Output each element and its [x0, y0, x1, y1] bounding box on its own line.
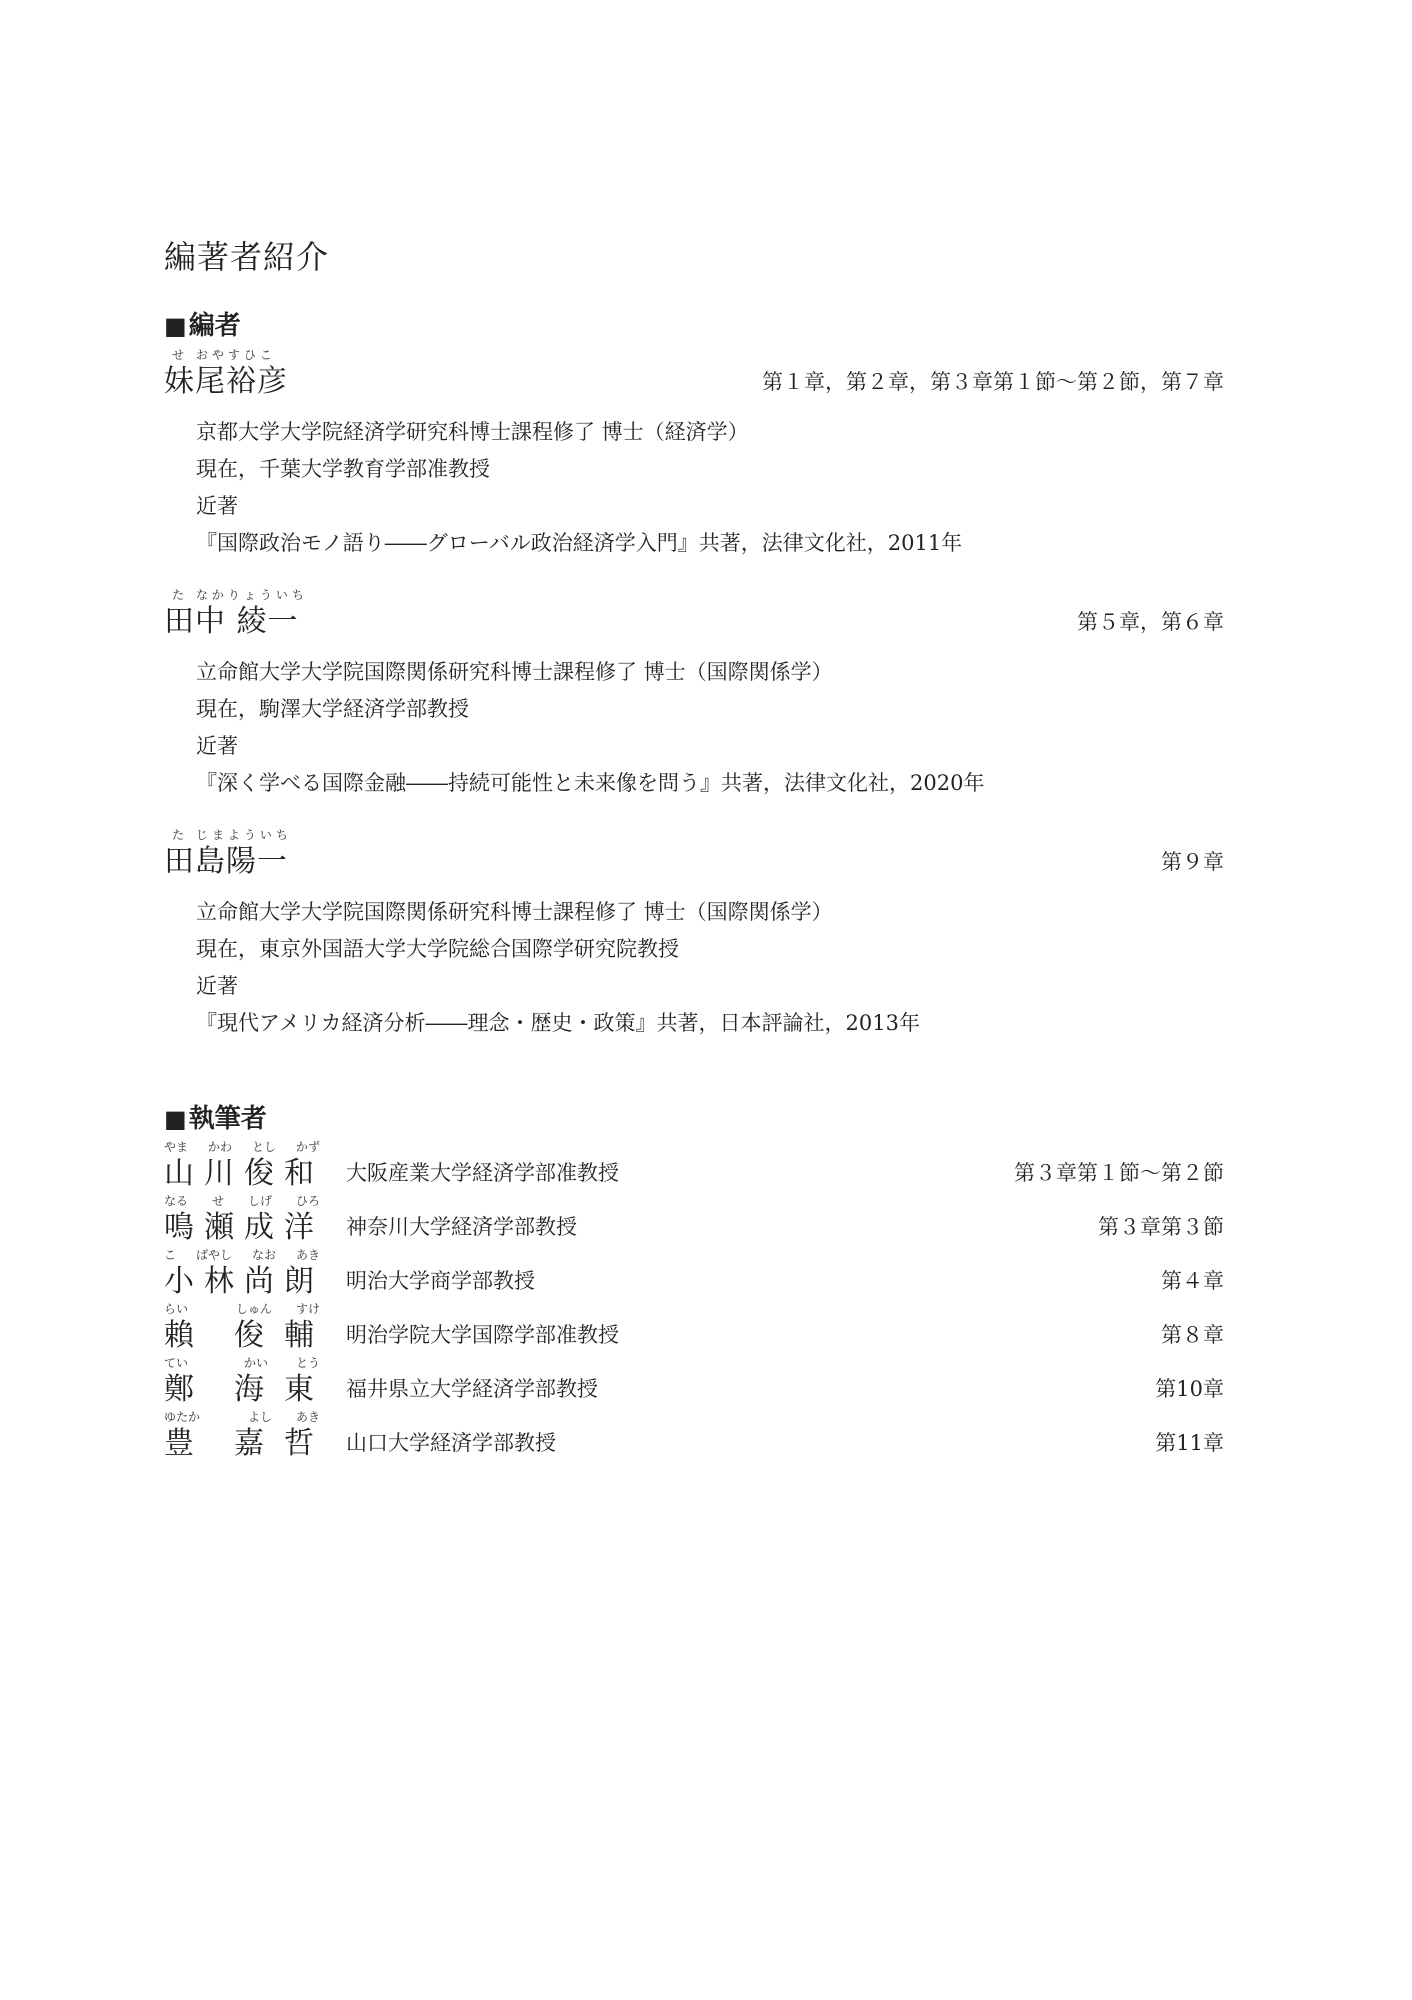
editor-chapters: 第１章，第２章，第３章第１節～第２節，第７章 — [762, 370, 1224, 394]
editor-recent-label: 近著 — [196, 974, 238, 998]
contributor-ruby: らい しゅん すけ — [164, 1302, 320, 1316]
contributor-ruby: なる せ しげ ひろ — [164, 1194, 320, 1208]
contributor-affiliation: 福井県立大学経済学部教授 — [346, 1377, 598, 1401]
contributors-heading-label: 執筆者 — [188, 1104, 267, 1134]
editor-position: 現在，千葉大学教育学部准教授 — [196, 457, 490, 481]
contributor-affiliation: 山口大学経済学部教授 — [346, 1431, 556, 1455]
contributor-name: 鄭 海 東 — [164, 1372, 314, 1407]
editors-heading: ■編者 — [164, 311, 241, 341]
page-title: 編著者紹介 — [164, 238, 330, 276]
editor-recent-work: 『深く学べる国際金融――持続可能性と未来像を問う』共著，法律文化社，2020年 — [196, 771, 985, 795]
contributor-chapters: 第４章 — [1161, 1269, 1224, 1293]
contributor-chapters: 第３章第１節～第２節 — [1014, 1161, 1224, 1185]
editor-name: 田島陽一 — [164, 844, 288, 879]
editor-ruby: た じまよういち — [172, 828, 292, 842]
editor-education: 立命館大学大学院国際関係研究科博士課程修了 博士（国際関係学） — [196, 900, 833, 924]
editor-position: 現在，東京外国語大学大学院総合国際学研究院教授 — [196, 937, 679, 961]
contributor-ruby: やま かわ とし かず — [164, 1140, 320, 1154]
contributor-ruby: ゆたか よし あき — [164, 1410, 320, 1424]
editor-position: 現在，駒澤大学経済学部教授 — [196, 697, 469, 721]
contributor-name: 豊 嘉 哲 — [164, 1426, 314, 1461]
editor-recent-label: 近著 — [196, 734, 238, 758]
editors-heading-label: 編者 — [188, 311, 241, 341]
editor-ruby: た なかりょういち — [172, 588, 308, 602]
editor-chapters: 第９章 — [1161, 850, 1224, 874]
contributor-ruby: こ ばやし なお あき — [164, 1248, 320, 1262]
editor-recent-work: 『現代アメリカ経済分析――理念・歴史・政策』共著，日本評論社，2013年 — [196, 1011, 920, 1035]
contributor-chapters: 第８章 — [1161, 1323, 1224, 1347]
contributor-name: 賴 俊 輔 — [164, 1318, 314, 1353]
contributor-chapters: 第３章第３節 — [1098, 1215, 1224, 1239]
contributor-chapters: 第11章 — [1155, 1431, 1224, 1455]
editor-name: 田中 綾一 — [164, 604, 299, 639]
contributor-chapters: 第10章 — [1155, 1377, 1224, 1401]
contributor-name: 鳴 瀬 成 洋 — [164, 1210, 314, 1245]
contributor-ruby: てい かい とう — [164, 1356, 320, 1370]
editor-ruby: せ おやすひこ — [172, 348, 276, 362]
editor-name: 妹尾裕彦 — [164, 364, 288, 399]
editor-education: 立命館大学大学院国際関係研究科博士課程修了 博士（国際関係学） — [196, 660, 833, 684]
contributor-name: 小 林 尚 朗 — [164, 1264, 314, 1299]
contributors-heading: ■執筆者 — [164, 1104, 267, 1134]
editor-recent-work: 『国際政治モノ語り――グローバル政治経済学入門』共著，法律文化社，2011年 — [196, 531, 963, 555]
contributor-affiliation: 大阪産業大学経済学部准教授 — [346, 1161, 619, 1185]
editor-chapters: 第５章，第６章 — [1077, 610, 1224, 634]
editor-recent-label: 近著 — [196, 494, 238, 518]
contributor-name: 山 川 俊 和 — [164, 1156, 314, 1191]
contributor-affiliation: 神奈川大学経済学部教授 — [346, 1215, 577, 1239]
editor-education: 京都大学大学院経済学研究科博士課程修了 博士（経済学） — [196, 420, 749, 444]
contributor-affiliation: 明治学院大学国際学部准教授 — [346, 1323, 619, 1347]
contributor-affiliation: 明治大学商学部教授 — [346, 1269, 535, 1293]
